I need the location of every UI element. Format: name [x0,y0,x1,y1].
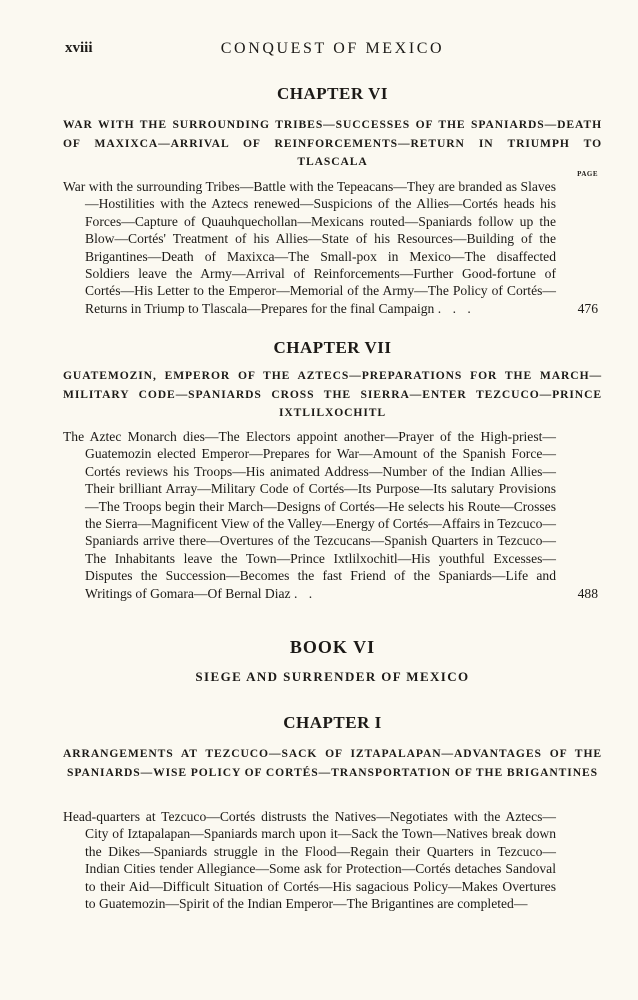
running-title: CONQUEST OF MEXICO [220,40,445,57]
chapter-i-contents-block [63,808,598,912]
chapter-vi-contents [63,178,598,317]
chapter-vi-heading-block [65,84,600,104]
chapter-vii-summary: GUATEMOZIN, EMPEROR OF THE AZTECS—PREPARATIONS FOR THE MARCH—MILITARY CODE—SPANIARDS CROSS THE SIERRA—ENTER TEZCUCO—PRINCE IXTLILXOCHITL [63,369,602,419]
chapter-vi-title: CHAPTER VI [277,84,388,103]
chapter-vii-heading-block [65,338,600,358]
book-vi-subtitle-block [65,669,600,685]
chapter-vii-contents-text: The Aztec Monarch dies—The Electors appoint another—Prayer of the High-priest—Guatemozin elected Emperor—Prepares for War—Amount of the Spanish Force—Cortés reviews his Troops—His animated Address—Number of the Indian Allies—Their brilliant Array—Military Code of Cortés—Its Purpose—Its salutary Provisions—The Troops begin their March—Designs of Cortés—He selects his Route—Crosses the Sierra—Magnificent View of the Valley—Energy of Cortés—Affairs in Tezcuco—Spaniards arrive there—Overtures of the Tezcucans—Spanish Quarters in Tezcuco—The Inhabitants leave the Town—Prince Ixtlilxochitl—His youthful Excesses—Disputes the Succession—Becomes the fast Friend of the Spaniards—Life and Writings of Gomara—Of Bernal Diaz [63,429,556,601]
chapter-vi-contents-block [63,178,598,317]
book-vi-subtitle: SIEGE AND SURRENDER OF MEXICO [195,669,470,684]
chapter-vi-contents-text: War with the surrounding Tribes—Battle with the Tepeacans—They are branded as Slaves—Hostilities with the Aztecs renewed—Suspicions of the Allies—Cortés heads his Forces—Capture of Quauhquechollan—Mexicans routed—Spaniards follow up the Blow—Cortés' Treatment of his Allies—State of his Resources—Building of the Brigantines—Death of Maxixca—The Small-pox in Mexico—The disaffected Soldiers leave the Army—Arrival of Reinforcements—Further Good-fortune of Cortés—His Letter to the Emperor—Memorial of the Army—The Policy of Cortés—Returns in Triump to Tlascala—Prepares for the final Campaign [63,179,556,316]
page-column-label: PAGE [577,170,598,178]
chapter-i-contents: Head-quarters at Tezcuco—Cortés distrusts the Natives—Negotiates with the Aztecs—City of Iztapalapan—Spaniards march upon it—Sack the Town—Natives break down the Dikes—Spaniards struggle in the Flood—Regain their Quarters in Tezcuco—Indian Cities tender Allegiance—Some ask for Protection—Cortés detaches Sandoval to their Aid—Difficult Situation of Cortés—His sagacious Policy—Makes Overtures to Guatemozin—Spirit of the Indian Emperor—The Brigantines are completed— [63,809,556,912]
chapter-i-heading-block [65,713,600,733]
chapter-vii-leaders: . . [293,585,317,601]
chapter-vii-contents-block [63,428,598,602]
chapter-vii-contents [63,428,598,602]
running-head [65,40,600,60]
chapter-vii-page-number: 488 [577,585,598,601]
chapter-i-title: CHAPTER I [283,713,382,732]
chapter-vii-title: CHAPTER VII [273,338,392,357]
chapter-vi-page-number: 476 [577,300,598,316]
chapter-vi-summary: WAR WITH THE SURROUNDING TRIBES—SUCCESSES OF THE SPANIARDS—DEATH OF MAXIXCA—ARRIVAL OF REINFORCEMENTS—RETURN IN TRIUMPH TO TLASCALA [63,118,602,168]
book-vi-title: BOOK VI [289,637,376,657]
chapter-i-summary-block [63,745,602,782]
chapter-vii-summary-block [63,367,602,423]
book-vi-heading-block [65,636,600,658]
chapter-vi-leaders: . . . [437,300,475,316]
folio: xviii [65,40,93,56]
chapter-vi-summary-block [63,116,602,172]
chapter-i-summary: ARRANGEMENTS AT TEZCUCO—SACK OF IZTAPALAPAN—ADVANTAGES OF THE SPANIARDS—WISE POLICY OF CORTÉS—TRANSPORTATION OF THE BRIGANTINES [63,747,602,779]
